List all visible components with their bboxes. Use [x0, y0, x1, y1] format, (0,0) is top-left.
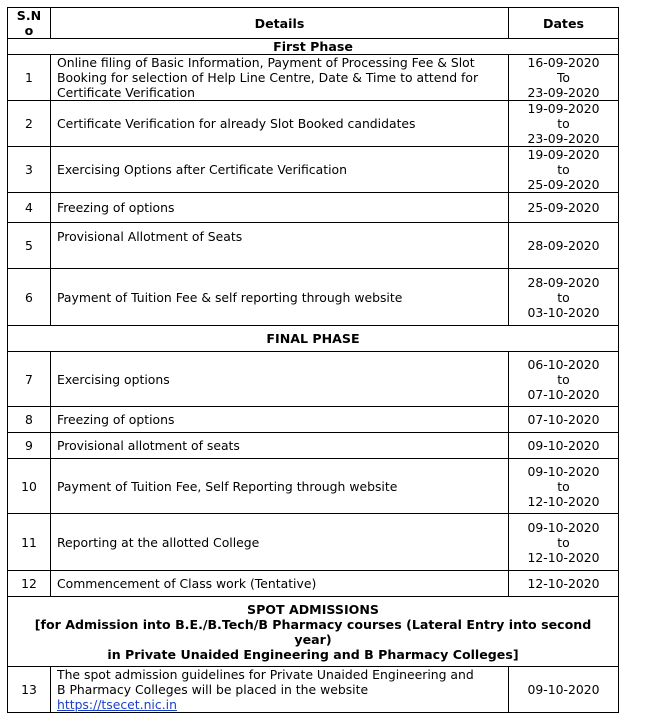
- date-line: 28-09-2020: [527, 274, 600, 290]
- phase-title-first: First Phase: [8, 39, 619, 55]
- row-details: Freezing of options: [51, 193, 509, 223]
- row-sno: 13: [8, 667, 51, 713]
- row-details: Exercising Options after Certificate Verification: [51, 147, 509, 193]
- row-sno: 1: [8, 55, 51, 101]
- table-row: [8, 193, 619, 223]
- row-details: Provisional allotment of seats: [51, 433, 509, 459]
- date-line: 16-09-2020: [527, 55, 600, 70]
- date-line: 19-09-2020: [527, 101, 600, 116]
- row-dates: 12-10-2020: [509, 571, 619, 597]
- table-row: [8, 147, 619, 193]
- table-row: [8, 433, 619, 459]
- date-line: 23-09-2020: [527, 131, 600, 146]
- row-details: [51, 667, 509, 713]
- date-line: to: [557, 534, 570, 550]
- date-line: to: [557, 162, 570, 177]
- row-details: Freezing of options: [51, 407, 509, 433]
- row-details: Provisional Allotment of Seats: [51, 223, 509, 269]
- table-row: [8, 223, 619, 269]
- schedule-table: [7, 7, 619, 713]
- date-line: 12-10-2020: [527, 549, 600, 565]
- table-row: [8, 352, 619, 407]
- row-sno: 10: [8, 459, 51, 514]
- row-dates: 07-10-2020: [509, 407, 619, 433]
- row-dates: 28-09-2020: [509, 223, 619, 269]
- row-sno: 9: [8, 433, 51, 459]
- date-line: to: [557, 478, 570, 494]
- row-sno: 4: [8, 193, 51, 223]
- date-line: 06-10-2020: [527, 356, 600, 372]
- phase-row-final: [8, 326, 619, 352]
- details-line: B Pharmacy Colleges will be placed in the website: [57, 682, 369, 697]
- date-line: to: [557, 371, 570, 387]
- date-line: 09-10-2020: [527, 463, 600, 479]
- date-line: 12-10-2020: [527, 493, 600, 509]
- date-line: 25-09-2020: [527, 177, 600, 192]
- row-sno: 11: [8, 514, 51, 571]
- row-sno: 5: [8, 223, 51, 269]
- row-dates: [509, 101, 619, 147]
- table-row: [8, 459, 619, 514]
- row-dates: 09-10-2020: [509, 433, 619, 459]
- row-details: Reporting at the allotted College: [51, 514, 509, 571]
- dates-header: Dates: [509, 8, 619, 39]
- table-row: [8, 407, 619, 433]
- header-row: [8, 8, 619, 39]
- details-line: The spot admission guidelines for Private Unaided Engineering and: [57, 667, 474, 682]
- date-line: 03-10-2020: [527, 304, 600, 320]
- website-link[interactable]: https://tsecet.nic.in: [57, 697, 177, 712]
- row-dates: [509, 269, 619, 326]
- phase-title-final: FINAL PHASE: [8, 326, 619, 352]
- row-sno: 3: [8, 147, 51, 193]
- date-line: to: [557, 289, 570, 305]
- spot-subtitle-line: in Private Unaided Engineering and B Pharmacy Colleges]: [107, 646, 519, 662]
- date-line: to: [557, 116, 570, 131]
- row-details: Payment of Tuition Fee, Self Reporting through website: [51, 459, 509, 514]
- row-dates: 25-09-2020: [509, 193, 619, 223]
- table-row: [8, 101, 619, 147]
- spot-admissions-row: [8, 597, 619, 667]
- date-line: 09-10-2020: [527, 519, 600, 535]
- sno-header-line1: S.N: [16, 8, 42, 23]
- date-line: 19-09-2020: [527, 147, 600, 162]
- row-dates: [509, 459, 619, 514]
- sno-header: [8, 8, 51, 39]
- row-details: Payment of Tuition Fee & self reporting through website: [51, 269, 509, 326]
- row-sno: 8: [8, 407, 51, 433]
- date-line: 07-10-2020: [527, 386, 600, 402]
- row-details: Certificate Verification for already Slot Booked candidates: [51, 101, 509, 147]
- table-row: [8, 514, 619, 571]
- row-dates: 09-10-2020: [509, 667, 619, 713]
- spot-subtitle-line: [for Admission into B.E./B.Tech/B Pharmacy courses (Lateral Entry into second: [34, 616, 592, 632]
- details-line: Online filing of Basic Information, Payment of Processing Fee & Slot: [57, 55, 475, 70]
- row-dates: [509, 147, 619, 193]
- row-sno: 7: [8, 352, 51, 407]
- row-sno: 2: [8, 101, 51, 147]
- row-details: [51, 55, 509, 101]
- sno-header-line2: o: [24, 23, 34, 38]
- date-line: 23-09-2020: [527, 85, 600, 100]
- row-details: Commencement of Class work (Tentative): [51, 571, 509, 597]
- row-dates: [509, 55, 619, 101]
- table-row: [8, 667, 619, 713]
- row-sno: 12: [8, 571, 51, 597]
- table-row: [8, 55, 619, 101]
- details-line: Booking for selection of Help Line Centre, Date & Time to attend for: [57, 70, 479, 85]
- table-row: [8, 571, 619, 597]
- spot-title: SPOT ADMISSIONS: [247, 601, 379, 617]
- spot-subtitle-line: year): [294, 631, 332, 647]
- table-row: [8, 269, 619, 326]
- row-dates: [509, 514, 619, 571]
- details-header: Details: [51, 8, 509, 39]
- row-details: Exercising options: [51, 352, 509, 407]
- row-sno: 6: [8, 269, 51, 326]
- details-line: Certificate Verification: [57, 85, 195, 100]
- date-line: To: [556, 70, 571, 85]
- phase-row-first: [8, 39, 619, 55]
- spot-admissions-banner: [8, 597, 619, 667]
- row-dates: [509, 352, 619, 407]
